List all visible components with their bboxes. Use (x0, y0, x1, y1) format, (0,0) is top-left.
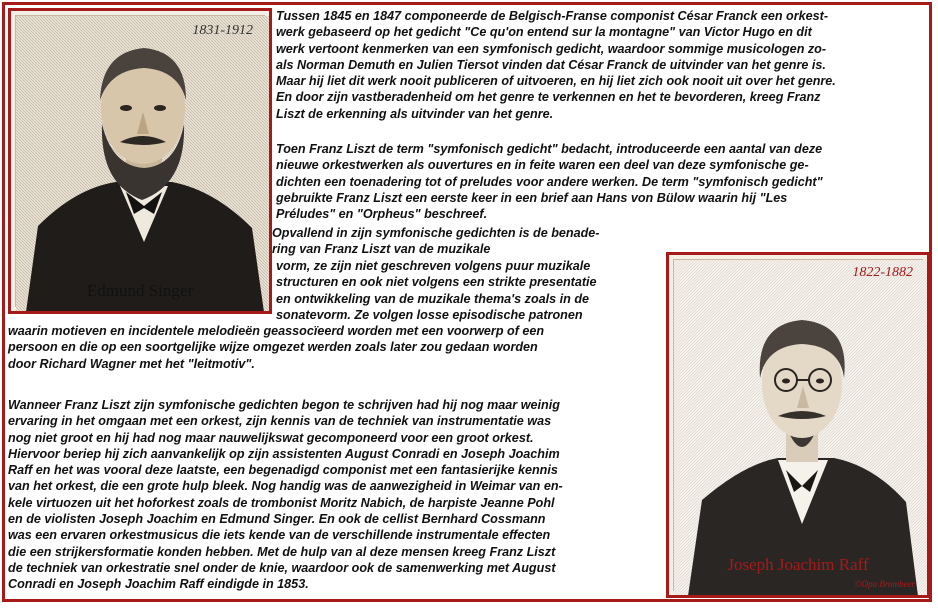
text-line: ring van Franz Liszt van de muzikale (272, 242, 491, 257)
man-portrait-icon (674, 260, 928, 596)
text-line: Hiervoor beriep hij zich aanvankelijk op zijn assistenten August Conradi en Joseph Joachim (8, 446, 560, 461)
text-line: En door zijn vastberadenheid om het genre te verkennen en het te bevorderen, kreeg Franz (276, 90, 821, 105)
raff-years: 1822-1882 (852, 265, 913, 280)
text-line: en de violisten Joseph Joachim en Edmund Singer. En ook de cellist Bernhard Cossmann (8, 512, 546, 527)
text-line: Toen Franz Liszt de term "symfonisch gedicht" bedacht, introduceerde een aantal van deze (276, 142, 823, 156)
text-line: van het orkest, die een grote hulp bleek. Nog handig was de aanwezigheid in Weimar van en- (8, 479, 563, 494)
text-line: kele virtuozen uit het hoforkest zoals de trombonist Moritz Nabich, de harpiste Jeanne Pohl (8, 495, 555, 510)
text-line: ervaring in het omgaan met een orkest, zijn kennis van de techniek van instrumentatie was (8, 414, 552, 429)
portrait-edmund-singer (8, 8, 272, 314)
text-line: persoon en die op een soortgelijke wijze omgezet werden zoals later zou gedaan worden (8, 340, 538, 355)
text-line: gebruikte Franz Liszt een eerste keer in een brief aan Hans von Bülow waarin hij "Les (276, 190, 788, 205)
text-line: als Norman Demuth en Julien Tiersot vinden dat César Franck de uitvinder van het genre is. (276, 57, 826, 72)
paragraph-3-end (8, 323, 544, 372)
paragraph-1 (276, 8, 836, 122)
portrait-edmund-singer-image (15, 15, 265, 307)
text-line: Opvallend in zijn symfonische gedichten is de benade- (272, 226, 600, 240)
man-portrait-icon (16, 16, 270, 312)
paragraph-4 (8, 397, 563, 593)
text-line: vorm, ze zijn niet geschreven volgens puur muzikale (276, 259, 591, 273)
text-line: Tussen 1845 en 1847 componeerde de Belgisch-Franse componist César Franck een orkest- (276, 9, 829, 23)
portrait-raff-image (673, 259, 923, 591)
text-line: de techniek van orkestratie snel onder de knie, waardoor ook de samenwerking met August (8, 560, 556, 575)
singer-name: Edmund Singer (86, 281, 194, 300)
text-line: Maar hij liet dit werk nooit publiceren of uitvoeren, en hij liet zich ook nooit uit over het genre. (276, 74, 836, 89)
text-line: die een strijkersformatie konden hebben. Met de hulp van al deze mensen kreeg Franz Liszt (8, 544, 556, 559)
text-line: dichten een toenadering tot of preludes voor andere werken. De term "symfonisch gedicht" (276, 174, 823, 189)
text-line: nieuwe orkestwerken als ouvertures en in feite waren een deel van deze symfonische ge- (276, 158, 809, 173)
paragraph-2 (276, 141, 823, 222)
text-line: waarin motieven en incidentele melodieën geassocïeerd worden met een voorwerp of een (8, 324, 545, 338)
text-line: Préludes" en "Orpheus" beschreef. (276, 207, 488, 222)
portrait-joseph-joachim-raff (666, 252, 930, 598)
image-credit: ©Opa Brombeer (854, 579, 915, 589)
text-line: werk vertoont kenmerken van een symfonisch gedicht, waardoor sommige musicologen zo- (276, 41, 827, 56)
text-line: Wanneer Franz Liszt zijn symfonische gedichten begon te schrijven had hij nog maar weinig (8, 398, 560, 412)
paragraph-3-middle (276, 258, 597, 323)
text-line: was een ervaren orkestmusicus die iets kende van de verschillende instrumentale effecten (8, 528, 551, 543)
text-line: Raff en het was vooral deze laatste, een begenadigd componist met een fantasierijke kennis (8, 463, 558, 478)
text-line: Liszt de erkenning als uitvinder van het genre. (276, 106, 554, 121)
text-line: door Richard Wagner met het "leitmotiv". (8, 356, 255, 371)
raff-name: Joseph Joachim Raff (727, 555, 869, 574)
singer-years: 1831-1912 (192, 23, 253, 38)
text-line: Conradi en Joseph Joachim Raff eindigde in 1853. (8, 577, 309, 592)
text-line: werk gebaseerd op het gedicht "Ce qu'on entend sur la montagne" van Victor Hugo en dit (276, 25, 812, 40)
text-line: nog niet groot en hij had nog maar nauwelijkswat gecomponeerd voor een groot orkest. (8, 430, 534, 445)
text-line: en ontwikkeling van de muzikale thema's zoals in de (276, 291, 590, 306)
text-line: sonatevorm. Ze volgen losse episodische patronen (276, 307, 583, 322)
paragraph-3-start (272, 225, 600, 258)
text-line: structuren en ook niet volgens een strikte presentatie (276, 275, 597, 290)
